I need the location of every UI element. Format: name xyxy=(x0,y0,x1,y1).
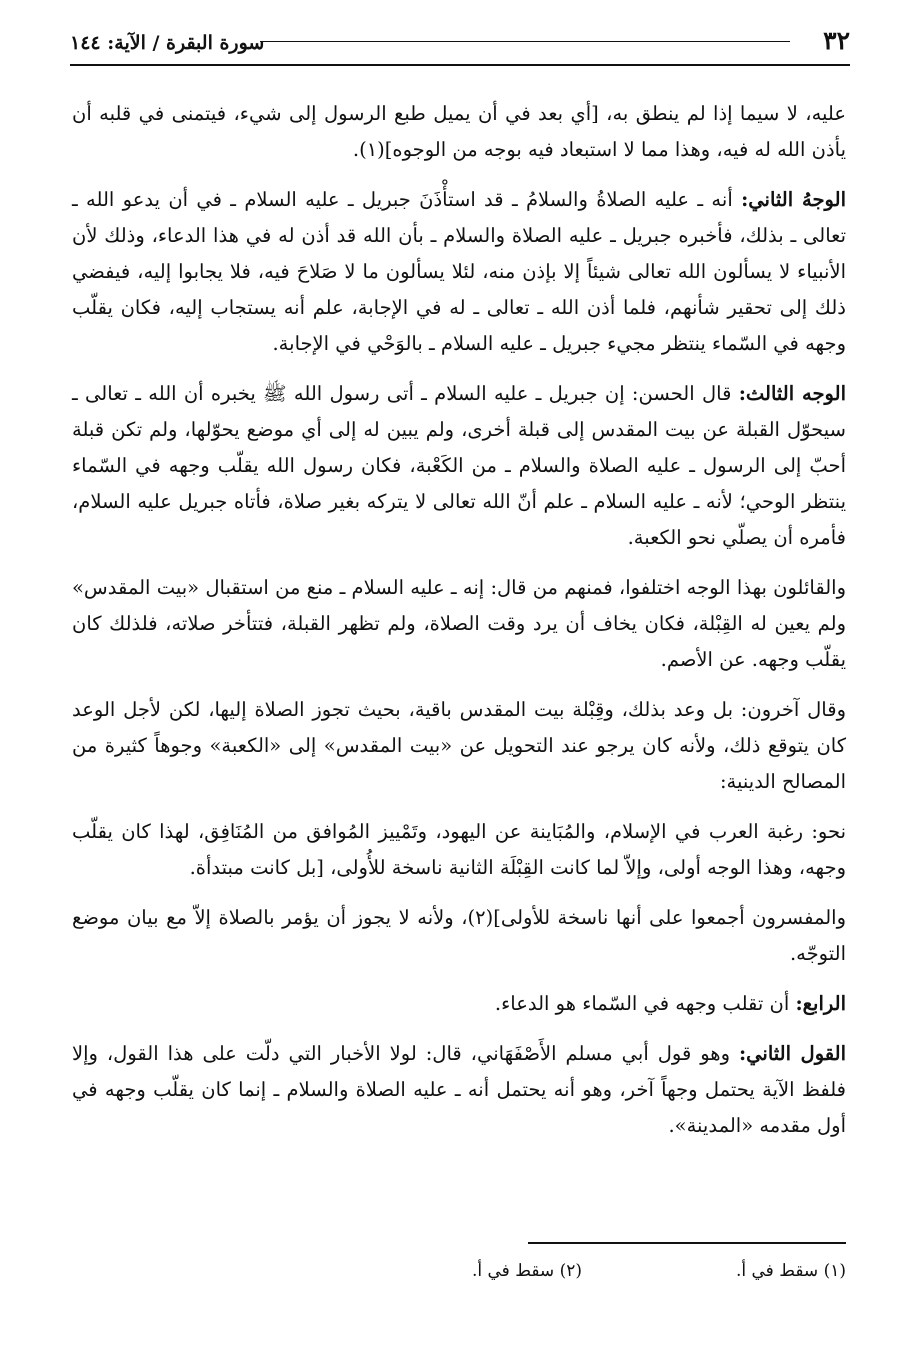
paragraph-text: وقال آخرون: بل وعد بذلك، وقِبْلة بيت المقدس باقية، بحيث تجوز الصلاة إليها، لكن لأجل الوعد كان يتوقع ذلك، ولأنه كان يرجو عند التحويل عن «بيت المقدس» إلى «الكعبة» وجوهاً كثيرة من المصالح الدينية: xyxy=(72,698,846,793)
header-rule xyxy=(70,64,850,66)
running-title: سورة البقرة / الآية: ١٤٤ xyxy=(70,32,265,54)
paragraph-4 xyxy=(72,570,846,678)
paragraph-2 xyxy=(72,182,846,362)
paragraph-lead: الرابع: xyxy=(795,992,846,1015)
paragraph-lead: الوجه الثالث: xyxy=(738,382,846,405)
page-header xyxy=(70,26,850,62)
paragraph-text: أن تقلب وجهه في السّماء هو الدعاء. xyxy=(494,992,796,1015)
paragraph-text: والقائلون بهذا الوجه اختلفوا، فمنهم من قال: إنه ـ عليه السلام ـ منع من استقبال «بيت المقدس» ولم يعين له القِبْلة، فكان يخاف أن يرد وقت الصلاة، ولم تظهر القبلة، فتتأخر صلاته، فلذلك كان يقلّب وجهه. عن الأصم. xyxy=(72,576,846,671)
paragraph-7 xyxy=(72,900,846,972)
paragraph-9 xyxy=(72,1036,846,1144)
footnote-rule xyxy=(528,1242,846,1244)
paragraph-lead: القول الثاني: xyxy=(738,1042,846,1065)
paragraph-8 xyxy=(72,986,846,1022)
paragraph-lead: الوجهُ الثاني: xyxy=(741,188,846,211)
paragraph-text: والمفسرون أجمعوا على أنها ناسخة للأولى](٢)، ولأنه لا يجوز أن يؤمر بالصلاة إلاّ مع بيان موضع التوجّه. xyxy=(72,906,846,965)
header-dash-line xyxy=(260,41,790,42)
paragraph-3 xyxy=(72,376,846,556)
paragraph-text: عليه، لا سيما إذا لم ينطق به، [أي بعد في أن يميل طبع الرسول إلى شيء، فيتمنى في قلبه أن يأذن الله له فيه، وهذا مما لا استبعاد فيه بوجه من الوجوه](١). xyxy=(72,102,846,161)
paragraph-5 xyxy=(72,692,846,800)
main-text xyxy=(72,96,846,1158)
paragraph-text: أنه ـ عليه الصلاةُ والسلامُ ـ قد استأْذَنَ جبريل ـ عليه السلام ـ في أن يدعو الله ـ تعالى ـ بذلك، فأخبره جبريل ـ عليه الصلاة والسلام ـ بأن الله قد أذن له في هذا الدعاء، وذلك لأن الأنبياء لا يسألون الله تعالى شيئاً إلا بإذن منه، لئلا يسألون ما لا صَلاحَ فيه، فلا يجابوا إليه، فيفضي ذلك إلى تحقير شأنهم، فلما أذن الله ـ تعالى ـ له في الإجابة، علم أنه يستجاب إليه، فكان يقلّب وجهه في السّماء ينتظر مجيء جبريل ـ عليه السلام ـ بالوَحْي في الإجابة. xyxy=(72,188,846,355)
paragraph-1 xyxy=(72,96,846,168)
paragraph-text: وهو قول أبي مسلم الأَصْفَهَاني، قال: لولا الأخبار التي دلّت على هذا القول، وإلا فلفظ الآية يحتمل وجهاً آخر، وهو أنه يحتمل أنه ـ عليه الصلاة والسلام ـ إنما كان يقلّب وجهه في أول مقدمه «المدينة». xyxy=(72,1042,846,1137)
paragraph-6 xyxy=(72,814,846,886)
footnotes xyxy=(300,1257,846,1287)
paragraph-text: قال الحسن: إن جبريل ـ عليه السلام ـ أتى رسول الله ﷺ يخبره أن الله ـ تعالى ـ سيحوّل القبلة عن بيت المقدس إلى قبلة أخرى، ولم يبين له إلى أي موضع يحوّلها، ولم تكن قبلة أحبّ إلى الرسول ـ عليه الصلاة والسلام ـ من الكَعْبة، فكان رسول الله يقلّب وجهه في السّماء ينتظر الوحي؛ لأنه ـ عليه السلام ـ علم أنّ الله تعالى لا يتركه بغير صلاة، فأتاه جبريل عليه السلام، فأمره أن يصلّي نحو الكعبة. xyxy=(72,382,846,549)
page-number: ٣٢ xyxy=(823,26,850,55)
footnote-2: (٢) سقط في أ. xyxy=(471,1261,582,1281)
footnote-1: (١) سقط في أ. xyxy=(735,1261,846,1281)
paragraph-text: نحو: رغبة العرب في الإسلام، والمُبَاينة عن اليهود، وتَمْييز المُوافق من المُنَافِق، لهذا كان يقلّب وجهه، وهذا الوجه أولى، وإلاّ لما كانت القِبْلَة الثانية ناسخة للأُولى، [بل كانت مبتدأة. xyxy=(72,820,846,879)
